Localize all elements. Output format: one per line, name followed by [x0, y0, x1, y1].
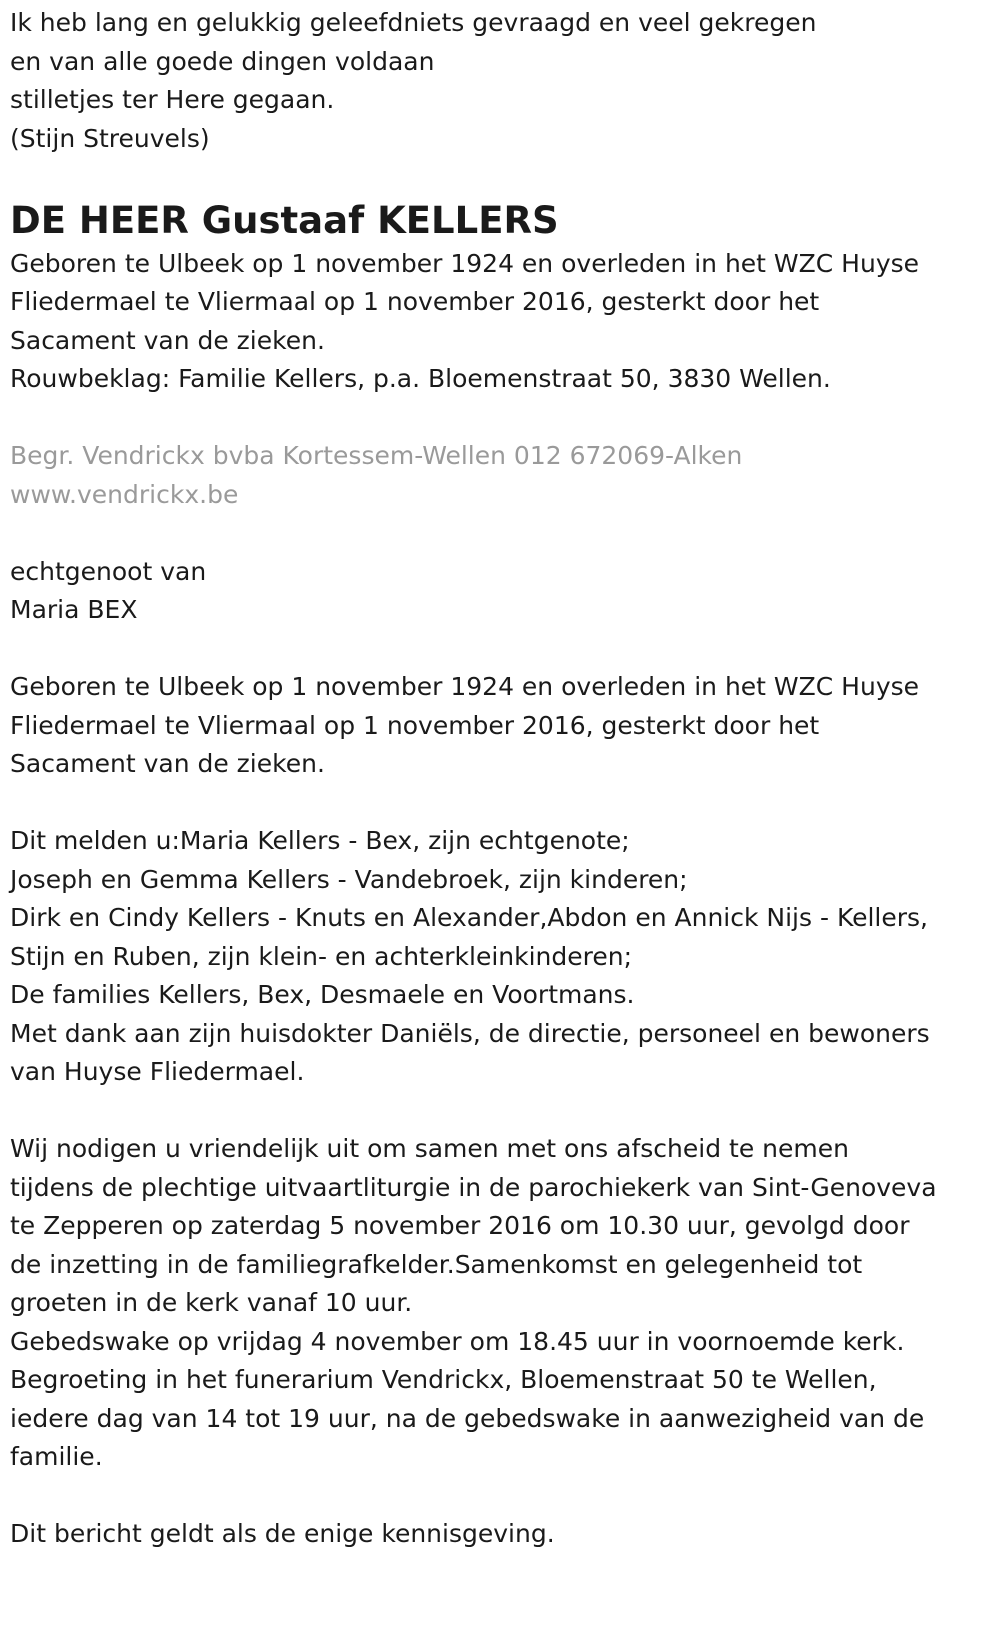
spouse-label: echtgenoot van	[10, 556, 207, 586]
visitation-line: Begroeting in het funerarium Vendrickx, Bloemenstraat 50 te Wellen,	[10, 1365, 877, 1394]
summary-block	[10, 245, 990, 399]
closing-note: Dit bericht geldt als de enige kennisgeving.	[10, 1519, 555, 1548]
birth-death-block	[10, 668, 990, 784]
family-line: Dirk en Cindy Kellers - Knuts en Alexander,Abdon en Annick Nijs - Kellers,	[10, 903, 928, 932]
birth-death-line: Sacament van de zieken.	[10, 749, 325, 778]
spacer	[10, 158, 990, 197]
spouse-name: Maria BEX	[10, 595, 138, 624]
deceased-title: DE HEER Gustaaf KELLERS	[10, 198, 559, 242]
birth-death-line: Fliedermael te Vliermaal op 1 november 2016, gesterkt door het	[10, 710, 820, 740]
ceremony-line: de inzetting in de familiegrafkelder.Samenkomst en gelegenheid tot	[10, 1249, 863, 1279]
undertaker-website: www.vendrickx.be	[10, 479, 239, 509]
spacer	[10, 630, 990, 669]
spacer	[10, 514, 990, 553]
summary-line: Geboren te Ulbeek op 1 november 1924 en overleden in het WZC Huyse	[10, 248, 920, 278]
family-line: Stijn en Ruben, zijn klein- en achterkleinkinderen;	[10, 941, 633, 971]
quote-line: en van alle goede dingen voldaan	[10, 46, 435, 76]
family-line: Met dank aan zijn huisdokter Daniëls, de directie, personeel en bewoners	[10, 1018, 930, 1048]
family-line: Joseph en Gemma Kellers - Vandebroek, zijn kinderen;	[10, 864, 688, 894]
quote-block	[10, 4, 990, 158]
undertaker-name: Begr. Vendrickx bvba Kortessem-Wellen 012 672069-Alken	[10, 441, 743, 470]
condolence-address: Rouwbeklag: Familie Kellers, p.a. Bloemenstraat 50, 3830 Wellen.	[10, 364, 831, 393]
summary-line: Sacament van de zieken.	[10, 325, 325, 355]
ceremony-line: groeten in de kerk vanaf 10 uur.	[10, 1288, 413, 1317]
spacer	[10, 784, 990, 823]
ceremony-block	[10, 1130, 990, 1477]
family-block	[10, 822, 990, 1092]
spouse-block	[10, 553, 990, 630]
undertaker-block	[10, 437, 990, 514]
birth-death-line: Geboren te Ulbeek op 1 november 1924 en overleden in het WZC Huyse	[10, 672, 920, 701]
spacer	[10, 1477, 990, 1516]
spacer	[10, 399, 990, 438]
family-line: Dit melden u:Maria Kellers - Bex, zijn echtgenote;	[10, 826, 630, 855]
ceremony-line: tijdens de plechtige uitvaartliturgie in de parochiekerk van Sint-Genoveva	[10, 1172, 937, 1202]
ceremony-line: Wij nodigen u vriendelijk uit om samen met ons afscheid te nemen	[10, 1134, 849, 1163]
quote-line: Ik heb lang en gelukkig geleefdniets gevraagd en veel gekregen	[10, 8, 817, 37]
wake-line: Gebedswake op vrijdag 4 november om 18.45 uur in voornoemde kerk.	[10, 1326, 905, 1356]
quote-author: (Stijn Streuvels)	[10, 123, 210, 153]
family-line: De families Kellers, Bex, Desmaele en Voortmans.	[10, 980, 635, 1009]
visitation-line: familie.	[10, 1442, 103, 1471]
summary-line: Fliedermael te Vliermaal op 1 november 2016, gesterkt door het	[10, 287, 820, 316]
visitation-line: iedere dag van 14 tot 19 uur, na de gebedswake in aanwezigheid van de	[10, 1403, 925, 1433]
family-line: van Huyse Fliedermael.	[10, 1057, 305, 1086]
quote-line: stilletjes ter Here gegaan.	[10, 85, 335, 114]
ceremony-line: te Zepperen op zaterdag 5 november 2016 om 10.30 uur, gevolgd door	[10, 1211, 910, 1240]
spacer	[10, 1092, 990, 1131]
